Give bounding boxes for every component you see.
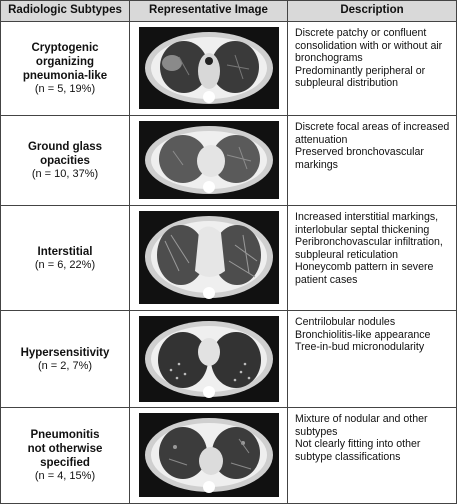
description-line: Predominantly peripheral or [295, 64, 426, 77]
description-line: interlobular septal thickening [295, 223, 430, 236]
description-line: Discrete patchy or confluent [295, 27, 427, 39]
description-line: Mixture of nodular and other [295, 413, 428, 425]
image-cell [130, 116, 287, 205]
image-cell [130, 408, 287, 503]
header-description: Description [340, 4, 404, 16]
description-line: Discrete focal areas of increased [295, 121, 450, 133]
column-divider [287, 408, 288, 503]
table-row [1, 408, 456, 503]
description-cell [295, 211, 453, 287]
ct-scan-image [139, 27, 279, 109]
subtype-name: organizing [35, 56, 95, 68]
column-divider [287, 116, 288, 205]
header-subtypes: Radiologic Subtypes [8, 4, 122, 16]
description-line: bronchograms [295, 52, 363, 65]
ct-scan-image [139, 121, 279, 199]
subtype-cell [1, 116, 129, 205]
description-line: Not clearly fitting into other [295, 438, 421, 451]
subtype-name: Ground glass [27, 141, 103, 153]
subtype-name: Interstitial [37, 245, 93, 258]
image-cell [130, 311, 287, 407]
description-line: patient cases [295, 273, 358, 286]
ct-scan-image [139, 316, 279, 402]
description-line: markings [295, 158, 338, 171]
subtype-stats: (n = 10, 37%) [31, 168, 99, 180]
table-row [1, 22, 456, 116]
subtype-stats: (n = 5, 19%) [34, 83, 96, 95]
subtype-name: not otherwise [27, 443, 103, 455]
subtype-cell [1, 311, 129, 407]
table-header [1, 1, 456, 22]
table-row [1, 116, 456, 206]
subtype-stats: (n = 4, 15%) [34, 470, 96, 482]
subtype-name: pneumonia-like [22, 70, 108, 82]
subtype-name: Hypersensitivity [20, 346, 110, 359]
description-line: consolidation with or without air [295, 39, 443, 52]
subtype-name: specified [40, 457, 90, 469]
description-cell [295, 413, 453, 463]
subtype-stats: (n = 6, 22%) [34, 258, 96, 271]
description-line: Peribronchovascular infiltration, [295, 236, 443, 249]
ct-scan-image [139, 413, 279, 497]
description-line: subtype classifications [295, 450, 401, 463]
table-row [1, 311, 456, 408]
description-cell [295, 27, 453, 90]
description-line: Preserved bronchovascular [295, 146, 424, 159]
column-divider [287, 22, 288, 115]
description-line: Tree-in-bud micronodularity [295, 341, 425, 354]
description-line: Honeycomb pattern in severe [295, 261, 434, 274]
subtype-cell [1, 206, 129, 310]
table-row [1, 206, 456, 311]
subtype-cell [1, 408, 129, 503]
subtype-name: opacities [40, 155, 90, 167]
column-divider [287, 311, 288, 407]
description-line: Increased interstitial markings, [295, 211, 439, 223]
subtype-stats: (n = 2, 7%) [37, 359, 93, 372]
description-line: Bronchiolitis-like appearance [295, 328, 431, 341]
ct-scan-image [139, 211, 279, 304]
column-divider [129, 1, 130, 21]
description-cell [295, 316, 453, 354]
header-image: Representative Image [149, 4, 268, 16]
column-divider [287, 1, 288, 21]
description-line: Centrilobular nodules [295, 316, 396, 328]
column-divider [287, 206, 288, 310]
description-cell [295, 121, 453, 171]
subtype-name: Cryptogenic [31, 42, 99, 54]
description-line: subpleural reticulation [295, 248, 399, 261]
image-cell [130, 206, 287, 310]
subtype-cell [1, 22, 129, 115]
description-line: attenuation [295, 133, 348, 146]
subtype-name: Pneumonitis [30, 429, 100, 441]
image-cell [130, 22, 287, 115]
description-line: subtypes [295, 425, 338, 438]
description-line: subpleural distribution [295, 77, 399, 90]
